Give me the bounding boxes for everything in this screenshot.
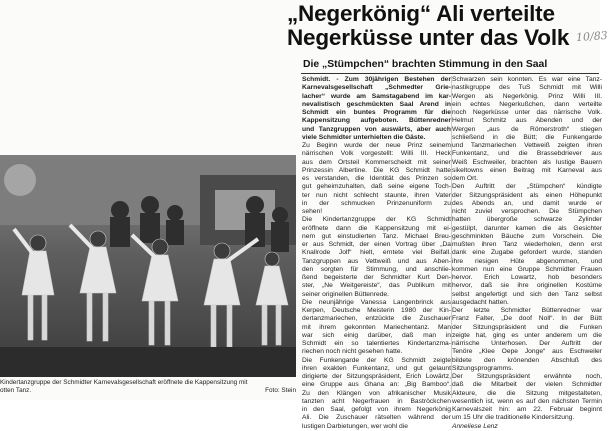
article-line: Prinzessin Albertine. Die KG Schmidt hatte (302, 166, 451, 174)
article-line: Schmidt. - Zum 30jährigen Bestehen der (302, 76, 451, 83)
article-line: Kappensitzung aufgeboten. Büttenredner (302, 117, 451, 125)
article-line: Knallrode Jolf“ hielt, erntete viel Beifall. (302, 249, 451, 257)
article-line: gut geheimzuhalten, daß seine eigene Toch- (302, 183, 451, 191)
article-line: Die Funkengarde der KG Schmidt zeigte (302, 356, 451, 364)
photo-credit: Foto: Stein (265, 387, 296, 394)
article-line: gestülpt, darunter kamen die als Gesichter (452, 224, 602, 232)
article-line: viele Schmidter unterhielten die Gäste. (302, 133, 426, 141)
article-line: Der Sitzungspräsident erwähnte noch, (452, 373, 602, 380)
article-line: Karnevalsgesellschaft „Schmedter Grie- (302, 84, 451, 92)
article-line: er aus Schmidt, der einen Vortrag über „Da (302, 241, 451, 248)
article-line: dank eine Zugabe gefordert wurde, standen (452, 249, 602, 257)
article-line: schließend in die Bütt; die Funkengarde (452, 133, 602, 141)
article-line: zeigte hat, ging es unter anderem um die (452, 331, 602, 339)
article-line: Helmut Schmitz aus Abenden und der (452, 117, 602, 125)
article-line: nastikgruppe des TuS Schmidt mit Willi (452, 84, 602, 92)
article-line: aus dem Ortsteil Kommerscheidt mit seiner (302, 158, 451, 166)
article-line: riechen noch nicht gesehen hatte. (302, 348, 403, 356)
article-line: närrische Unterhosen. Der Auftritt der (452, 340, 602, 347)
article-line: war sich einig darüber, daß man in (302, 331, 451, 339)
article-line: bildete den krönenden Abschluß des (452, 356, 602, 364)
article-line: seiner originellen Büttenrede. (302, 290, 389, 298)
article-column-2 (452, 76, 602, 430)
article-line: Akteure, die die Sitzung mitgestalteten, (452, 389, 602, 397)
article-line: und Tanzmariechen Vettweiß zeigten ihren (452, 142, 602, 149)
article-line: ter nun nicht schlecht staunte, ihren Vater (302, 191, 451, 199)
photo-caption (0, 379, 298, 395)
article-line: Schmidt ein so talentiertes Kindertanzma- (302, 340, 451, 347)
article-line: Weiß Eschweiler, brachten als lustige Bauern (452, 158, 602, 166)
article-line: in der schmucken Prinzenuniform zu (302, 199, 451, 207)
article-line: Tenöre „Klee Oepe Jonge“ aus Eschweiler (452, 348, 602, 356)
article-line: daß die Mitarbeit der vielen Schmidter (452, 381, 602, 389)
article-line: Schwarzen sein konnten. Es war eine Tanz- (452, 76, 602, 83)
subheadline: Die „Stümpchen“ brachten Stimmung in den Saal (303, 59, 548, 70)
article-line: nevalistisch geschmückten Saal Arend in (302, 100, 451, 108)
headline-rule (301, 73, 599, 74)
article-line: selbst angefertigt und sich den Tanz selbst (452, 290, 602, 298)
article-line: ster, „Ne Weitgereiste“, das Publikum mit (302, 282, 451, 290)
article-line: Karnevalszeit hin: am 22. Februar beginnt (452, 406, 602, 413)
headline (287, 2, 603, 50)
article-line: Wergen als Negerkönig. Prinz Willi III. (452, 92, 602, 100)
article-line: närrischen Volk vorgestellt: Willi III. Heck (302, 150, 451, 158)
article-line: des Abends an, und damit wurde er (452, 199, 602, 207)
carnival-photo (0, 155, 296, 377)
handwritten-stamp: 10/83 (575, 28, 608, 45)
article-line: ein echtes Negerkußchen, dann verteilte (452, 100, 602, 108)
article-line: der Sitzungspräsident als einen Höhepunkt (452, 191, 602, 199)
article-line: Kerpen, Deutsche Meisterin 1980 der Kin- (302, 307, 451, 314)
article-line: tanzten acht Negerfrauen in Baströckchen (302, 397, 451, 405)
article-line: Wergen „aus de Römerstroth“ stiegen (452, 125, 602, 133)
article-line: mit ihrem gekonnten Mariechentanz. Man (302, 323, 451, 331)
article-line: Der letzte Schmidter Büttenredner war (452, 307, 602, 314)
article-line: Die Kindertanzgruppe der KG Schmidt (302, 216, 451, 224)
caption-line-1: Kindertanzgruppe der Schmidter Karnevalsgesellschaft eröffnete die Kappensitzung mit (0, 379, 248, 386)
article-column-1 (302, 76, 451, 430)
headline-line-1: „Negerkönig“ Ali verteilte (287, 1, 555, 26)
article-line: hatten übergroße schwarze Zylinder (452, 216, 602, 224)
article-line: Ali. Die Zuschauer rätselten während der (302, 414, 451, 422)
article-line: eine Gruppe aus Ghana an: „Big Bamboo“. (302, 381, 451, 389)
article-line: Franz Falter, „De doof Noll“. In der Bütt (452, 315, 602, 323)
article-line: ihre riesigen Hüte abgenommen, und (452, 257, 602, 265)
carnival-photo-image (0, 155, 296, 377)
article-line: um 15 Uhr die traditionelle Kindersitzung. (452, 414, 575, 422)
article-line: den sorgten für Stimmung, und anschlie- (302, 265, 451, 273)
article-line: eröffnete dann die Kappensitzung mit ei- (302, 224, 451, 232)
article-line: kommen nun eine Gruppe Schmidter Frauen (452, 265, 602, 273)
article-line: dem Ort. (452, 175, 479, 182)
article-line: dirigierte der Sitzungspräsident, Erich Lowärtz, (302, 373, 451, 380)
article-line: ßend begeisterte der Schmidter Kurt Den- (302, 274, 451, 281)
author-signature: Anneliese Lenz (452, 422, 498, 430)
article-line: lacher“ wurde am Samstagabend im kar- (302, 92, 451, 100)
article-line: nem gut einstudierten Tanz. Michael Breu- (302, 232, 451, 240)
article-line: und Tanzgruppen von auswärts, aber auch (302, 125, 451, 133)
article-line: sehen! (302, 208, 323, 215)
caption-line-2: otten Tanz. (0, 387, 32, 394)
headline-line-2: Negerküsse unter das Volk (287, 25, 570, 50)
article-line: der Sitzungspräsident und die Funken (452, 323, 602, 331)
article-line: nicht zuviel versprochen. Die Stümpchen (452, 208, 602, 215)
article-line: Die neunjährige Vanessa Langenbrinck aus (302, 298, 451, 306)
article-line: hervor. Erich Lowartz, hob besonders (452, 274, 602, 281)
article-line: Zu Beginn wurde der neue Prinz seinem (302, 142, 451, 149)
article-line: in den Saal, gefolgt von ihrem Negerkönig (302, 406, 451, 413)
article-line: mußten ihren Tanz wiederholen, denn erst (452, 241, 602, 248)
article-line: Sitzungsprogramms. (452, 364, 514, 372)
article-line: es verstanden, die Identität des Prinzen so (302, 175, 451, 182)
article-line: lustigen Darbietungen, wer wohl die (302, 422, 408, 430)
article-line: dertanzmariechen, entzückte die Zuschauer (302, 315, 451, 323)
article-line: geschminkten Bäuche zum Vorschein. Die (452, 232, 602, 240)
article-line: Tanzgruppen aus Vettweiß und aus Aben- (302, 257, 451, 265)
article-line: ihren exakten Funkentanz, und gut gelaunt (302, 364, 451, 372)
article-line: wesentlich ist, wenn es auf den nächsten Termin (452, 397, 602, 405)
article-line: Den Auftritt der „Stümpchen“ kündigte (452, 183, 602, 191)
article-line: sikeltowns einen Beitrag mit Karneval aus (452, 166, 602, 174)
article-line: Zu den Klängen von afrikanischer Musik (302, 389, 451, 397)
article-line: noch Negerküsse unter das närrische Volk. (452, 109, 602, 116)
article-line: Schmidt ein buntes Programm für die (302, 109, 451, 116)
article-line: Funkentanz, und die Brassebdriever aus (452, 150, 602, 158)
article-line: hervor, daß sie ihre originellen Kostüme (452, 282, 602, 290)
article-line: ausgedacht hatten. (452, 298, 509, 306)
